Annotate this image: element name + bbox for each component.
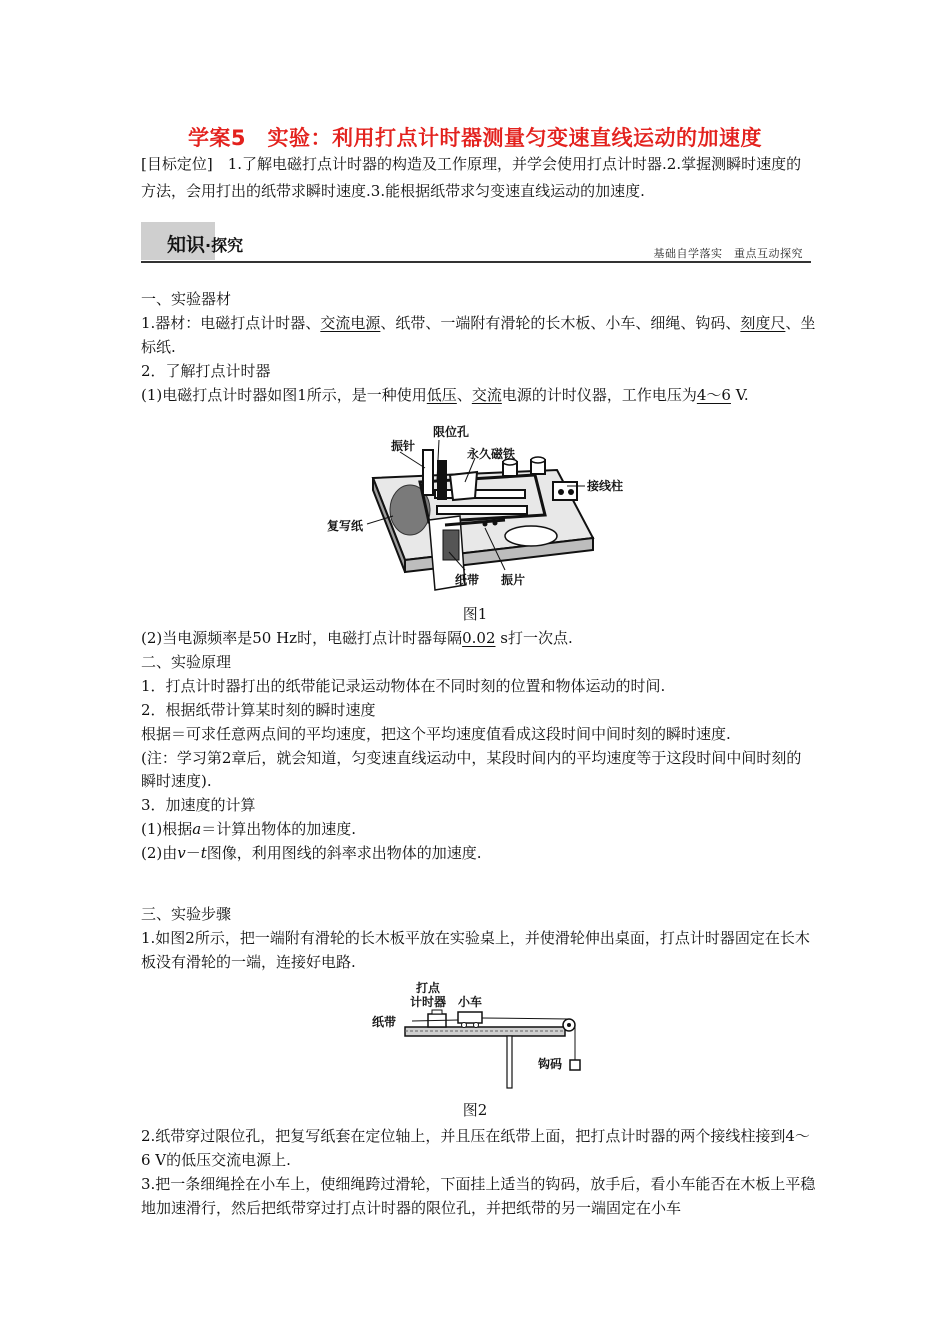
- sec2-p2: 2．根据纸带计算某时刻的瞬时速度: [141, 700, 376, 719]
- label-dot-timer-line1: 打点: [416, 981, 441, 995]
- section-3b: [141, 1125, 816, 1221]
- label-carbon-paper: 复写纸: [327, 519, 364, 533]
- figure-2-setup-diagram: [370, 980, 590, 1092]
- goal-label: [目标定位]: [141, 155, 213, 173]
- label-dot-timer-line2: 计时器: [410, 995, 447, 1009]
- section-1b: [141, 627, 816, 866]
- sec2-heading: 二、实验原理: [141, 652, 232, 671]
- underline-ruler: 刻度尺: [740, 313, 786, 332]
- banner-title-suffix: ·探究: [205, 236, 244, 255]
- section-1: [141, 288, 816, 408]
- label-permanent-magnet: 永久磁铁: [467, 447, 516, 461]
- label-hook-weight: 钩码: [538, 1057, 563, 1071]
- sec1-item2: 2．了解打点计时器: [141, 361, 271, 380]
- sec2-p6: (1)根据a＝计算出物体的加速度.: [141, 820, 356, 839]
- banner-rule: [141, 261, 811, 263]
- underline-ac: 交流: [471, 385, 502, 404]
- underline-low-voltage: 低压: [426, 385, 457, 404]
- label-paper-tape-2: 纸带: [372, 1015, 397, 1029]
- underline-interval: 0.02: [462, 629, 496, 647]
- page-title: 学案5 实验：利用打点计时器测量匀变速直线运动的加速度: [187, 126, 763, 150]
- banner-title: [167, 230, 243, 257]
- sec3-p1: 1.如图2所示，把一端附有滑轮的长木板平放在实验桌上，并使滑轮伸出桌面，打点计时器固定在长木板没有滑轮的一端，连接好电路.: [141, 928, 810, 971]
- sec3-p2: 2.纸带穿过限位孔，把复写纸套在定位轴上，并且压在纸带上面，把打点计时器的两个接线柱接到4～6 V的低压交流电源上.: [141, 1127, 810, 1169]
- figure-1-timer-diagram: [325, 420, 625, 592]
- sec2-p3: 根据＝可求任意两点间的平均速度，把这个平均速度值看成这段时间中间时刻的瞬时速度.: [141, 724, 731, 743]
- sec1-heading: 一、实验器材: [141, 290, 232, 308]
- section-3: [141, 903, 816, 975]
- label-limit-hole: 限位孔: [433, 425, 470, 439]
- sec1-item4: (2)当电源频率是50 Hz时，电磁打点计时器每隔0.02 s打一次点.: [141, 629, 573, 647]
- figure-2-caption: 图2: [462, 1101, 488, 1119]
- sec3-heading: 三、实验步骤: [141, 905, 232, 923]
- sec2-p1: 1．打点计时器打出的纸带能记录运动物体在不同时刻的位置和物体运动的时间.: [141, 676, 666, 695]
- underline-ac-power: 交流电源: [320, 313, 381, 332]
- sec1-item1: 1.器材：电磁打点计时器、交流电源、纸带、一端附有滑轮的长木板、小车、细绳、钩码、刻度尺、坐标纸.: [141, 313, 816, 356]
- label-vibrating-needle: 振针: [391, 439, 416, 453]
- sec2-p7: (2)由v－t图像，利用图线的斜率求出物体的加速度.: [141, 844, 482, 863]
- banner-title-main: 知识: [167, 234, 206, 256]
- label-vibrating-plate: 振片: [501, 573, 526, 587]
- sec3-p3: 3.把一条细绳拴在小车上，使细绳跨过滑轮，下面挂上适当的钩码，放手后，看小车能否在木板上平稳地加速滑行，然后把纸带穿过打点计时器的限位孔，并把纸带的另一端固定在小车: [141, 1174, 816, 1217]
- label-cart: 小车: [458, 995, 483, 1009]
- sec1-item3: (1)电磁打点计时器如图1所示，是一种使用低压、交流电源的计时仪器，工作电压为4～6 V.: [141, 385, 749, 404]
- underline-voltage-range: 4～6: [696, 385, 731, 404]
- goal-text: 1.了解电磁打点计时器的构造及工作原理，并学会使用打点计时器.2.掌握测瞬时速度的方法，会用打出的纸带求瞬时速度.3.能根据纸带求匀变速直线运动的加速度.: [141, 155, 802, 200]
- sec2-p4: (注：学习第2章后，就会知道，匀变速直线运动中，某段时间内的平均速度等于这段时间中间时刻的瞬时速度).: [141, 748, 802, 791]
- section-banner: [141, 222, 811, 264]
- sec2-p5: 3．加速度的计算: [141, 796, 256, 815]
- label-paper-tape: 纸带: [455, 573, 480, 587]
- figure-1-caption: 图1: [462, 605, 488, 623]
- label-terminal: 接线柱: [587, 479, 624, 493]
- banner-subtitle: 基础自学落实 重点互动探究: [653, 247, 803, 260]
- goal-paragraph: [141, 151, 811, 205]
